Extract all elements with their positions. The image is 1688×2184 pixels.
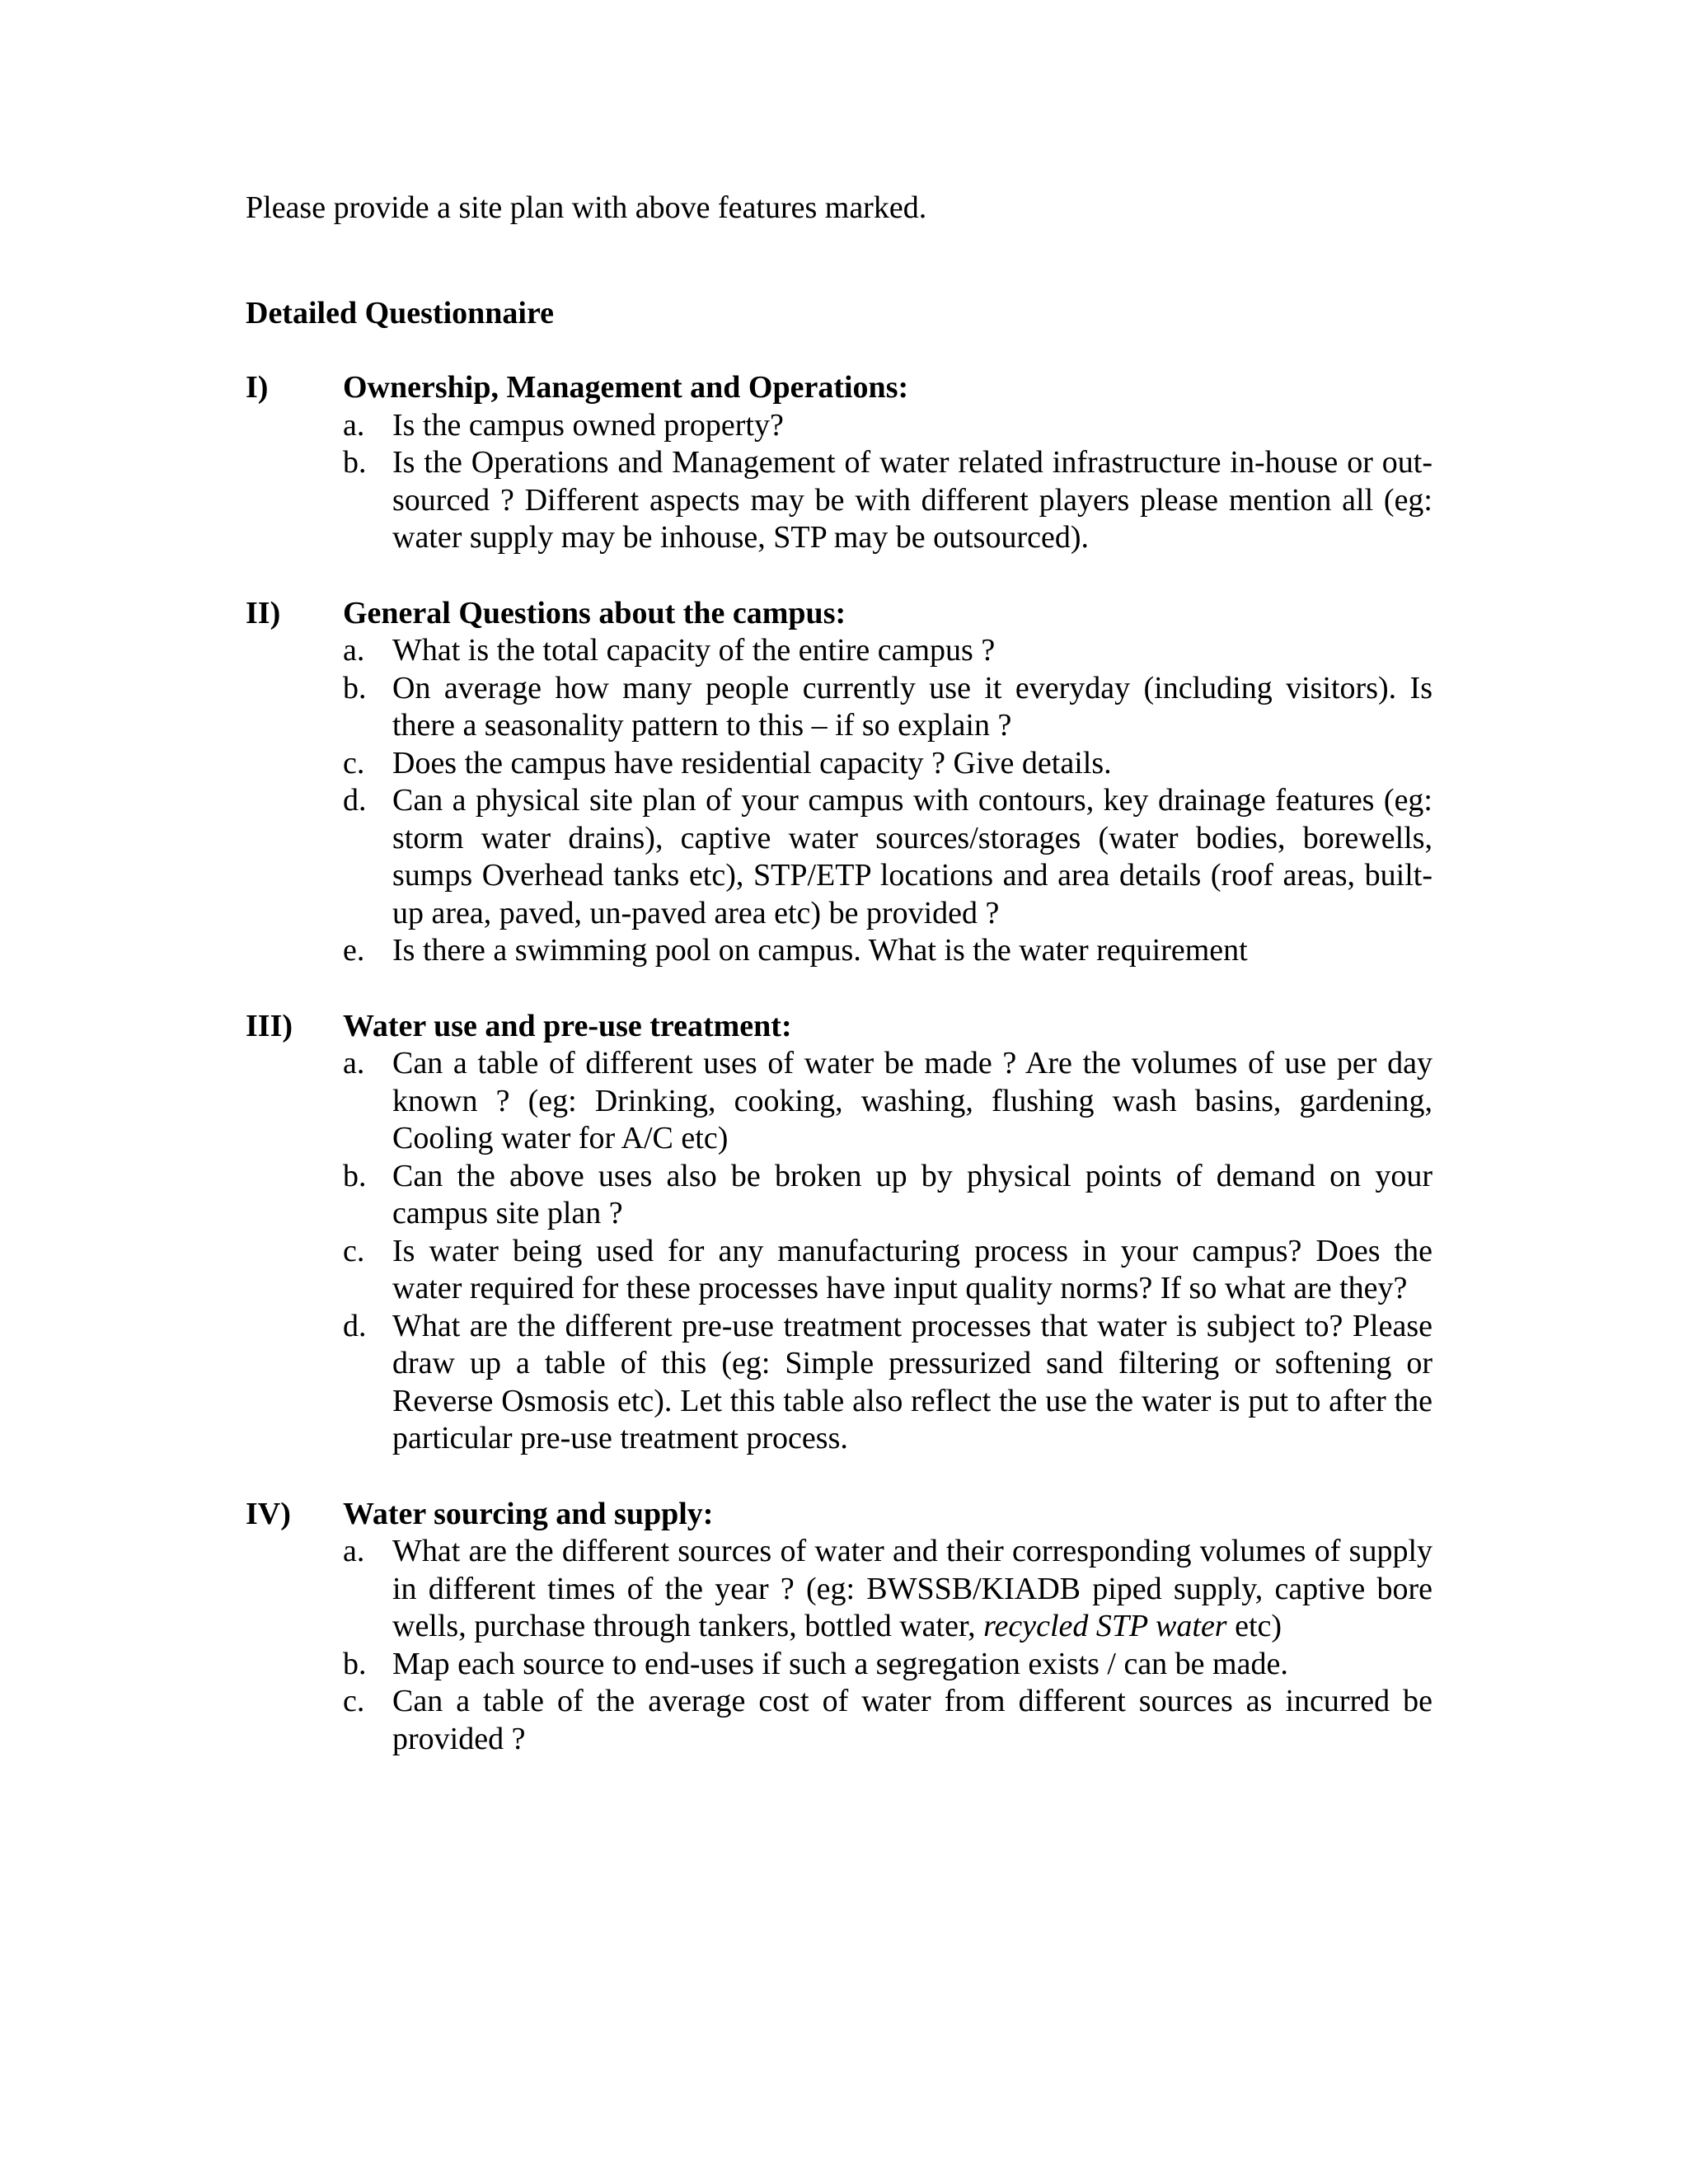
item-letter: b. (343, 670, 367, 705)
section-water-use (246, 1008, 1432, 1458)
document-page (246, 190, 1432, 1758)
question-item (246, 632, 1432, 670)
question-item (246, 1233, 1432, 1308)
item-text: Is the Operations and Management of water related infrastructure in-house or out-sourced ? Different aspects may be with different players please mention all (eg: water supply may be inhouse, STP may be outsourced). (392, 445, 1432, 555)
item-letter: c. (343, 1684, 365, 1718)
section-number: II) (246, 595, 281, 630)
question-item (246, 1646, 1432, 1684)
question-item (246, 1158, 1432, 1233)
item-text: On average how many people currently use it everyday (including visitors). Is there a seasonality pattern to this – if so explain ? (392, 670, 1432, 743)
question-item (246, 932, 1432, 970)
item-letter: c. (343, 1233, 365, 1268)
question-item (246, 745, 1432, 783)
section-number: III) (246, 1008, 293, 1043)
item-text: Can a table of the average cost of water from different sources as incurred be provided ? (392, 1684, 1432, 1756)
item-text: Can the above uses also be broken up by physical points of demand on your campus site plan ? (392, 1158, 1432, 1230)
item-letter: b. (343, 1158, 367, 1193)
page-title: Detailed Questionnaire (246, 295, 555, 330)
question-list (246, 632, 1432, 970)
section-heading: Water use and pre-use treatment: (343, 1008, 792, 1043)
section-water-sourcing (246, 1496, 1432, 1759)
item-letter: d. (343, 1308, 367, 1343)
item-text: Does the campus have residential capacity ? Give details. (392, 745, 1112, 780)
item-text: Can a physical site plan of your campus with contours, key drainage features (eg: storm water drains), captive water sources/storages (water bodies, borewells, sumps Overhead tanks etc), STP/ETP locations and area details (roof areas, built-up area, paved, un-paved area etc) be provided ? (392, 783, 1432, 930)
item-text: Is water being used for any manufacturing process in your campus? Does the water required for these processes have input quality norms? If so what are they? (392, 1233, 1432, 1305)
item-text: Map each source to end-uses if such a segregation exists / can be made. (392, 1646, 1288, 1681)
item-letter: b. (343, 1646, 367, 1681)
question-item (246, 407, 1432, 445)
question-list (246, 1045, 1432, 1458)
item-text: What is the total capacity of the entire campus ? (392, 633, 996, 668)
item-text-before: What are the different sources of water and their corresponding volumes of supply in different times of the year ? (eg: BWSSB/KIADB piped supply, captive bore wells, purchase through tankers, bottled water, (392, 1534, 1432, 1643)
section-general (246, 595, 1432, 970)
question-list (246, 407, 1432, 557)
question-item (246, 1683, 1432, 1758)
question-item (246, 782, 1432, 932)
item-letter: b. (343, 445, 367, 480)
intro-text: Please provide a site plan with above features marked. (246, 190, 927, 225)
section-heading: General Questions about the campus: (343, 595, 846, 630)
section-number: I) (246, 370, 269, 405)
question-item (246, 670, 1432, 745)
item-letter: c. (343, 745, 365, 780)
item-letter: a. (343, 1534, 365, 1568)
section-number: IV) (246, 1496, 291, 1531)
item-text-after: etc) (1226, 1609, 1282, 1643)
question-item (246, 1308, 1432, 1458)
question-item (246, 444, 1432, 557)
question-item (246, 1045, 1432, 1158)
item-letter: a. (343, 1046, 365, 1080)
item-text: Is there a swimming pool on campus. What is the water requirement (392, 933, 1248, 968)
section-heading: Ownership, Management and Operations: (343, 370, 909, 405)
item-letter: e. (343, 933, 365, 968)
item-text-italic: recycled STP water (983, 1609, 1227, 1643)
item-letter: a. (343, 633, 365, 668)
section-ownership (246, 369, 1432, 557)
section-heading: Water sourcing and supply: (343, 1496, 714, 1531)
item-letter: a. (343, 407, 365, 443)
item-text: Can a table of different uses of water be made ? Are the volumes of use per day known ? (eg: Drinking, cooking, washing, flushing wash basins, gardening, Cooling water for A/C etc) (392, 1046, 1432, 1155)
item-text: Is the campus owned property? (392, 407, 784, 443)
question-item (246, 1533, 1432, 1646)
question-list (246, 1533, 1432, 1758)
item-letter: d. (343, 783, 367, 818)
item-text: What are the different pre-use treatment processes that water is subject to? Please draw up a table of this (eg: Simple pressurized sand filtering or softening or Reverse Osmosis etc). Let this table also reflect the use the water is put to after the particular pre-use treatment process. (392, 1308, 1432, 1455)
